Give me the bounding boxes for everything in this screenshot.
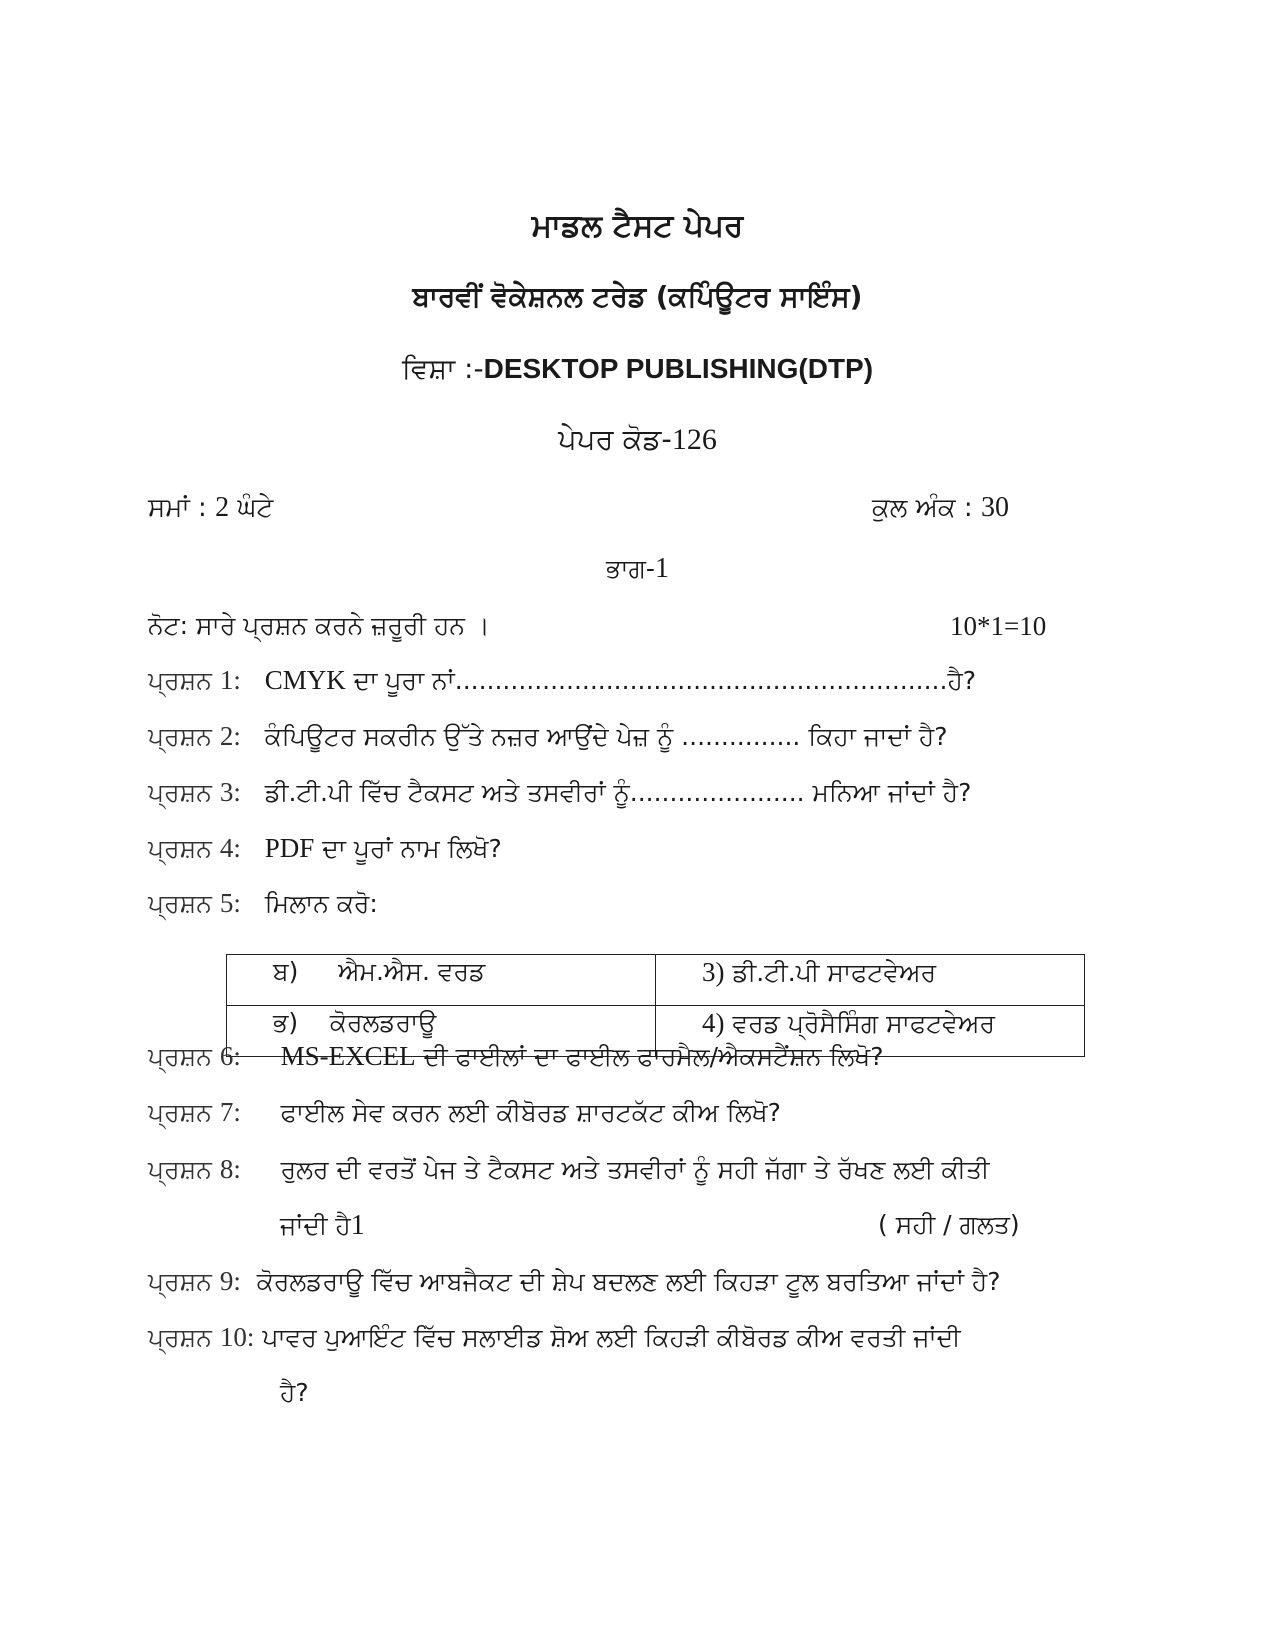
true-false-choice: ( ਸਹੀ / ਗਲਤ) <box>878 1210 1020 1239</box>
subject-label: ਵਿਸ਼ਾ :- <box>401 352 484 385</box>
question-text: ਫਾਈਲ ਸੇਵ ਕਰਨ ਲਈ ਕੀਬੋਰਡ ਸ਼ਾਰਟਕੱਟ ਕੀਅ ਲਿਖੋ? <box>280 1098 781 1127</box>
question-term: CMYK <box>264 665 346 695</box>
question-label: ਪ੍ਰਸ਼ਨ 4: <box>148 833 241 863</box>
time-label: ਸਮਾਂ : <box>148 493 216 523</box>
question-10 <box>148 1322 961 1353</box>
question-label: ਪ੍ਰਸ਼ਨ 6: <box>148 1041 241 1071</box>
total-label: ਕੁਲ ਅੰਕ : <box>872 493 981 523</box>
time-value: 2 <box>215 492 230 523</box>
question-label: ਪ੍ਰਸ਼ਨ 1: <box>148 665 241 695</box>
table-row <box>227 955 1085 1006</box>
question-text: ਦਾ ਪੂਰਾ ਨਾਂ..............................................................ਹੈ? <box>345 666 977 695</box>
question-term: MS-EXCEL <box>280 1041 416 1071</box>
option-text: ਕੋਰਲਡਰਾਊ <box>329 1008 437 1037</box>
question-text: ਰੁਲਰ ਦੀ ਵਰਤੋਂ ਪੇਜ ਤੇ ਟੈਕਸਟ ਅਤੇ ਤਸਵੀਰਾਂ ਨੂੰ ਸਹੀ ਜੱਗਾ ਤੇ ਰੱਖਣ ਲਈ ਕੀਤੀ <box>280 1155 990 1184</box>
option-text: ਐਮ.ਐਸ. ਵਰਡ <box>338 957 486 986</box>
question-text: ਮਿਲਾਨ ਕਰੋ: <box>264 889 378 918</box>
question-text: ਦੀ ਫਾਈਲਾਂ ਦਾ ਫਾਈਲ ਫਾਰਮੈਲ/ਐਕਸਟੈਂਸ਼ਨ ਲਿਖੋ? <box>415 1042 884 1071</box>
question-8-continuation: ਜਾਂਦੀ ਹੈ1 <box>280 1210 365 1241</box>
question-label: ਪ੍ਰਸ਼ਨ 5: <box>148 888 241 918</box>
option-text: ਡੀ.ਟੀ.ਪੀ ਸਾਫਟਵੇਅਰ <box>724 958 937 987</box>
paper-code-label: ਪੇਪਰ ਕੋਡ- <box>558 422 672 456</box>
total-marks <box>872 492 1009 524</box>
match-right-cell <box>656 955 1085 1006</box>
instructions-note: ਨੋਟ: ਸਾਰੇ ਪ੍ਰਸ਼ਨ ਕਰਨੇ ਜ਼ਰੂਰੀ ਹਨ । <box>148 611 490 640</box>
subject-line <box>0 352 1275 386</box>
question-10-continuation: ਹੈ? <box>280 1378 309 1407</box>
paper-code-line <box>0 422 1275 457</box>
question-label: ਪ੍ਰਸ਼ਨ 9: <box>148 1266 241 1296</box>
time-unit: ਘੰਟੇ <box>229 493 274 523</box>
question-label: ਪ੍ਰਸ਼ਨ 7: <box>148 1097 241 1127</box>
paper-code-value: 126 <box>671 423 717 456</box>
option-number: 3) <box>702 957 725 987</box>
question-label: ਪ੍ਰਸ਼ਨ 10: <box>148 1322 255 1352</box>
question-7 <box>148 1097 781 1128</box>
subject-value: DESKTOP PUBLISHING(DTP) <box>483 353 874 384</box>
question-text: ਦਾ ਪੂਰਾਂ ਨਾਮ ਲਿਖੋ? <box>314 834 502 863</box>
question-9 <box>148 1266 1001 1297</box>
paper-subtitle: ਬਾਰਵੀਂ ਵੋਕੇਸ਼ਨਲ ਟਰੇਡ (ਕਪਿੰਊਟਰ ਸਾਇੰਸ) <box>412 280 863 313</box>
question-label: ਪ੍ਰਸ਼ਨ 2: <box>148 721 241 751</box>
question-text: ਕੰਪਿਊਟਰ ਸਕਰੀਨ ਉੱਤੇ ਨਜ਼ਰ ਆਉਂਦੇ ਪੇਜ਼ ਨੂੰ ............... ਕਿਹਾ ਜਾਦਾਂ ਹੈ? <box>264 722 948 751</box>
section-heading <box>0 553 1275 585</box>
question-5 <box>148 888 378 919</box>
section-marks: 10*1=10 <box>950 611 1047 641</box>
question-6 <box>148 1041 884 1072</box>
option-marker: ਬ) <box>273 957 299 986</box>
question-1 <box>148 665 976 696</box>
question-text: ਡੀ.ਟੀ.ਪੀ ਵਿੱਚ ਟੈਕਸਟ ਅਤੇ ਤਸਵੀਰਾਂ ਨੂੰ...................... ਮਨਿਆ ਜਾਂਦਾਂ ਹੈ? <box>264 778 972 807</box>
paper-title: ਮਾਡਲ ਟੈਸਟ ਪੇਪਰ <box>531 208 744 244</box>
section-number: 1 <box>654 553 669 584</box>
question-term: PDF <box>264 833 315 863</box>
question-8 <box>148 1154 990 1185</box>
question-label: ਪ੍ਰਸ਼ਨ 8: <box>148 1154 241 1184</box>
question-2 <box>148 721 948 752</box>
question-4 <box>148 833 502 864</box>
question-text: ਪਾਵਰ ਪੁਆਇੰਟ ਵਿੱਚ ਸਲਾਈਡ ਸ਼ੋਅ ਲਈ ਕਿਹੜੀ ਕੀਬੋਰਡ ਕੀਅ ਵਰਤੀ ਜਾਂਦੀ <box>262 1323 961 1352</box>
match-left-cell <box>227 955 656 1006</box>
total-value: 30 <box>980 492 1009 523</box>
option-marker: ਭ) <box>273 1008 299 1037</box>
section-label: ਭਾਗ- <box>606 554 655 583</box>
question-label: ਪ੍ਰਸ਼ਨ 3: <box>148 777 241 807</box>
question-3 <box>148 777 971 808</box>
option-text: ਵਰਡ ਪ੍ਰੋਸੈਸਿੰਗ ਸਾਫਟਵੇਅਰ <box>724 1009 995 1038</box>
option-number: 4) <box>702 1008 725 1038</box>
question-text: ਕੋਰਲਡਰਾਊ ਵਿੱਚ ਆਬਜੈਕਟ ਦੀ ਸ਼ੇਪ ਬਦਲਣ ਲਈ ਕਿਹੜਾ ਟੂਲ ਬਰਤਿਆ ਜਾਂਦਾਂ ਹੈ? <box>256 1267 1001 1296</box>
time-allowed <box>148 492 273 524</box>
